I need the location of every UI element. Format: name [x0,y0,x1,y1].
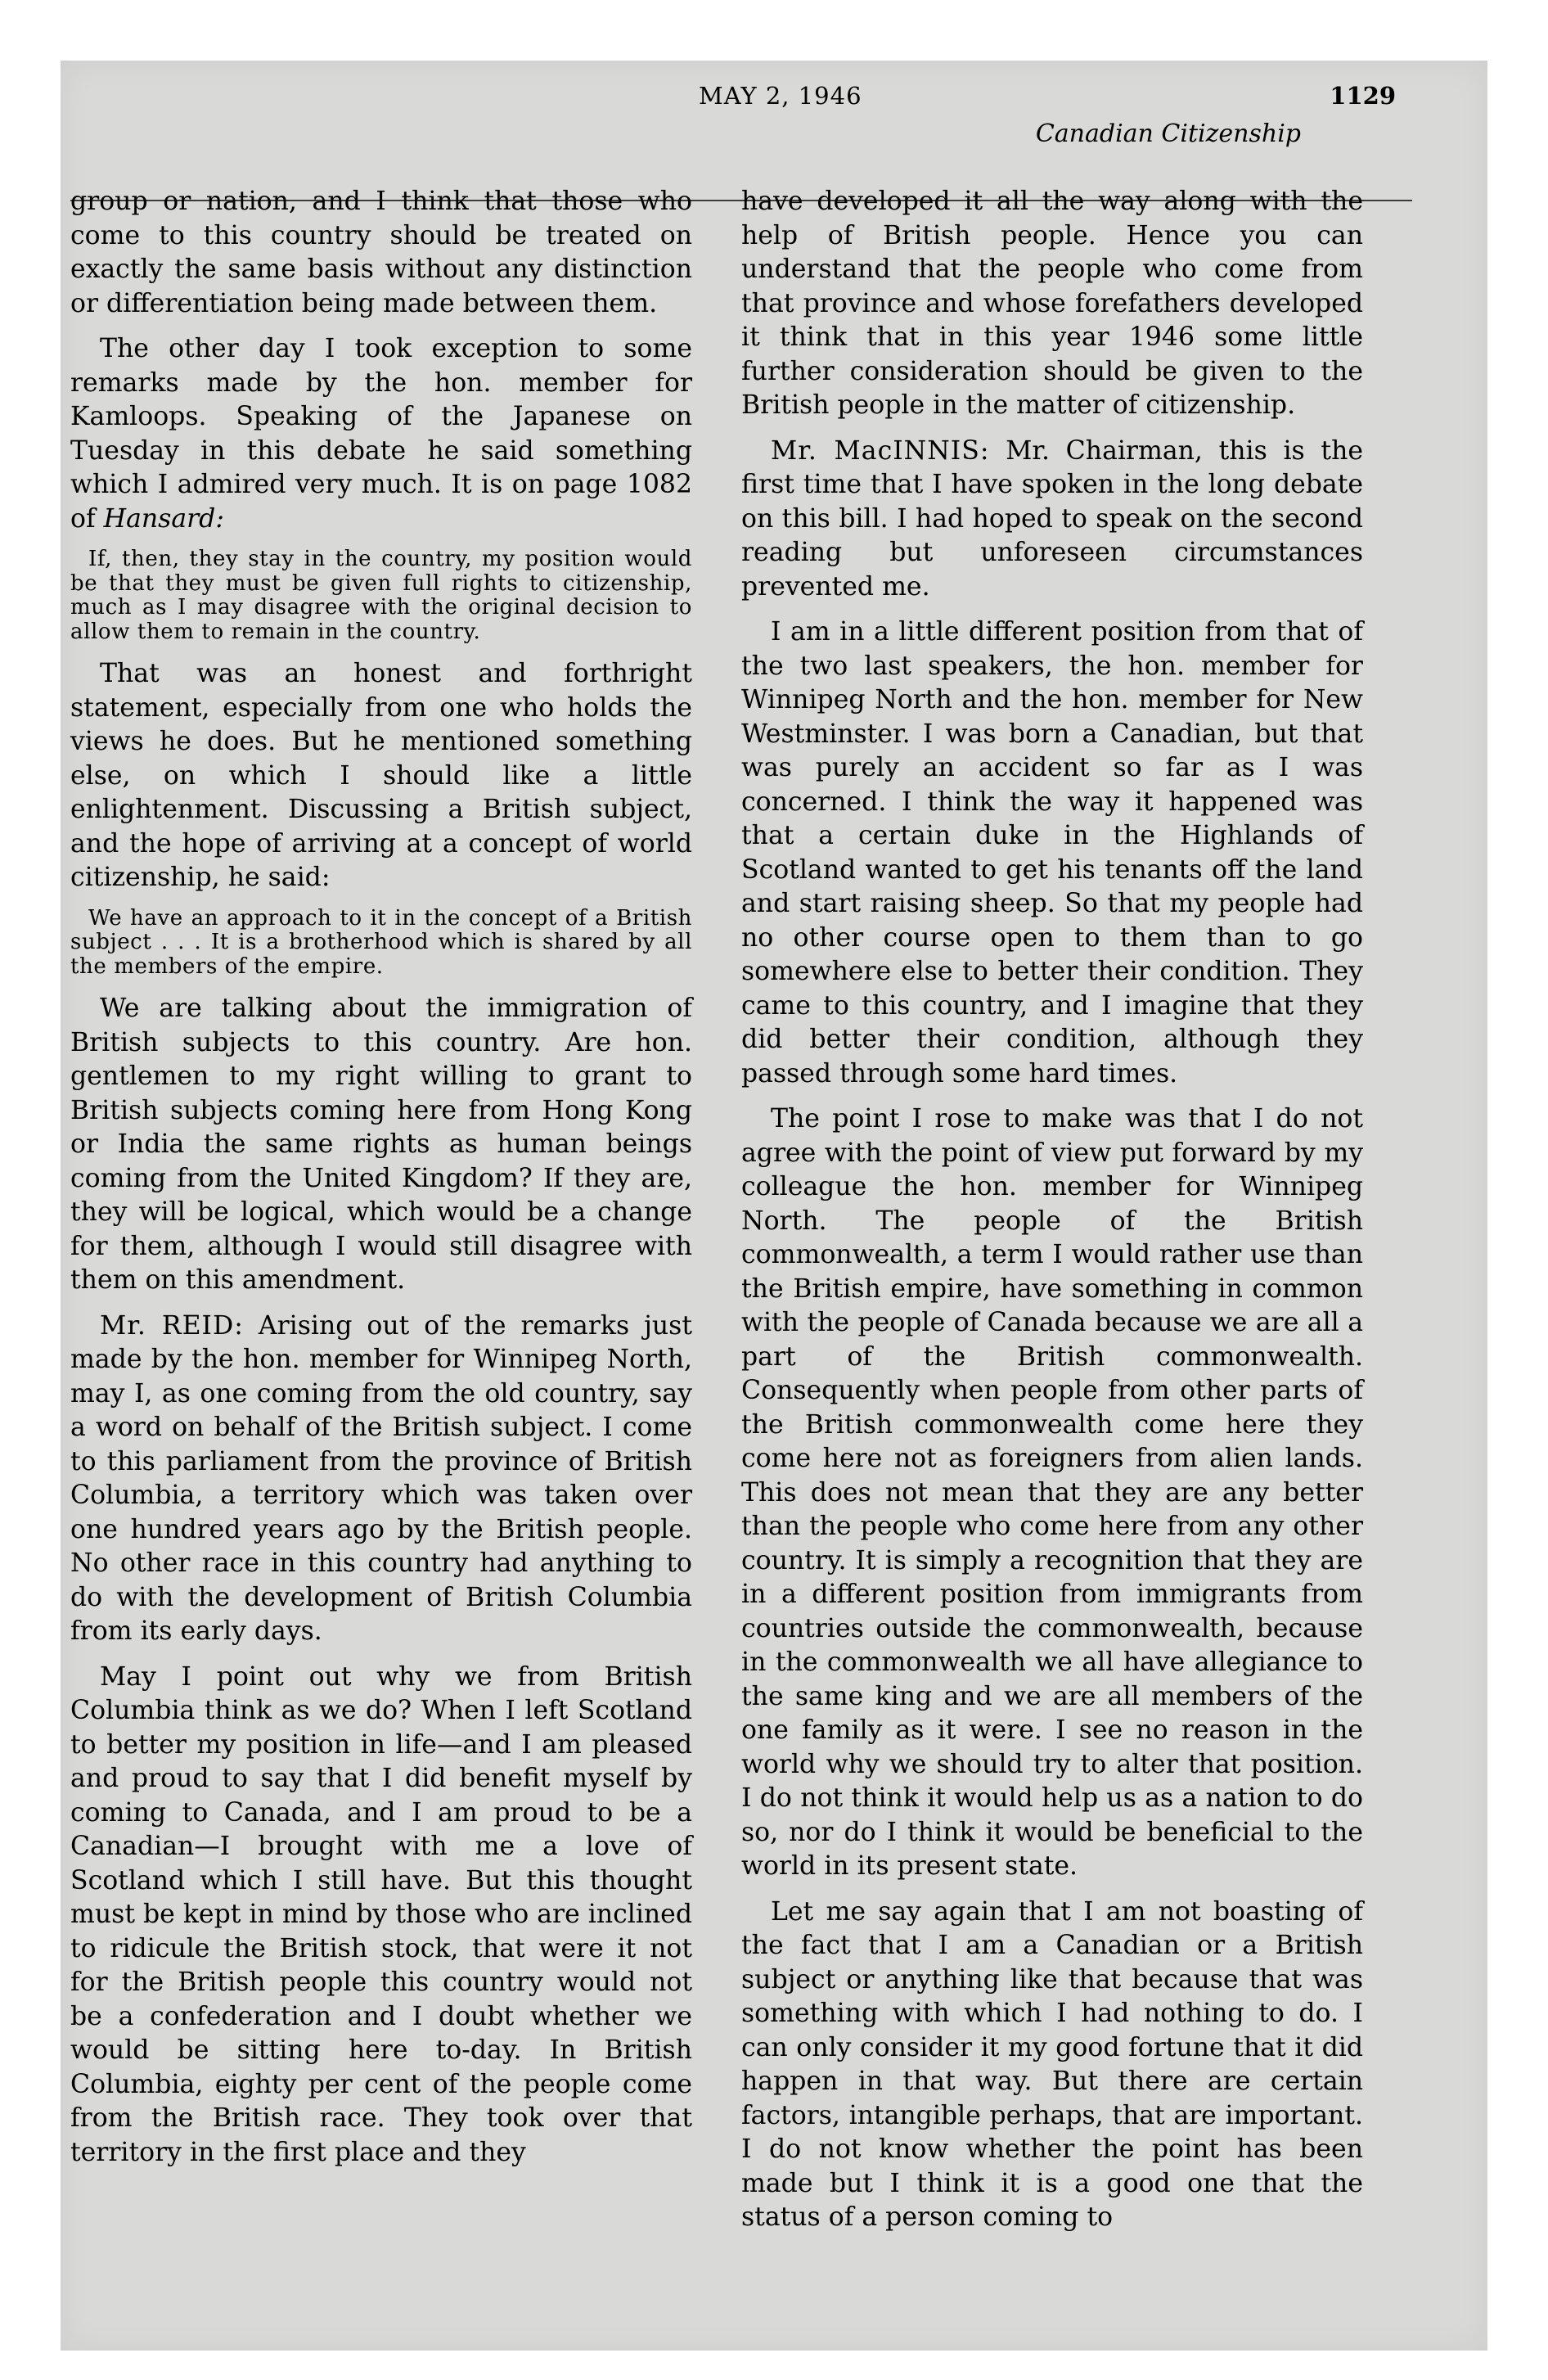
block-quote: We have an approach to it in the concept of a British subject . . . It is a brotherhood which is shared by all the members of the empire. [70,905,692,979]
left-column [70,185,692,2181]
hansard-reference: Hansard: [103,503,224,534]
paragraph [741,435,1363,605]
paragraph: The point I rose to make was that I do not agree with the point of view put forward by my colleague the hon. member for Winnipeg North. The people of the British commonwealth, a term I would rather use than the British empire, have something in common with the people of Canada because we are all a part of the British commonwealth. Consequently when people from other parts of the British commonwealth come here they come here not as foreigners from alien lands. This does not mean that they are any better than the people who come here from any other country. It is simply a recognition that they are in a different position from immigrants from countries outside the commonwealth, because in the commonwealth we all have allegiance to the same king and we are all members of the one family as it were. I see no reason in the world why we should try to alter that position. I do not think it would help us as a nation to do so, nor do I think it would be beneficial to the world in its present state. [741,1104,1363,1881]
paragraph: That was an honest and forthright statement, especially from one who holds the views he does. But he mentioned something else, on which I should like a little enlightenment. Discussing a British subject, and the hope of arriving at a concept of world citizenship, he said: [70,659,692,892]
paragraph-text: The other day I took exception to some remarks made by the hon. member for Kamloops. Speaking of the Japanese on Tuesday in this debate he said something which I admired very much. It is on page 1082 of [70,334,692,534]
paragraph: May I point out why we from British Columbia think as we do? When I left Scotland to better my position in life—and I am pleased and proud to say that I did benefit myself by coming to Canada, and I am proud to be a Canadian—I brought with me a love of Scotland which I still have. But this thought must be kept in mind by those who are inclined to ridicule the British stock, that were it not for the British people this country would not be a confederation and I doubt whether we would be sitting here to-day. In British Columbia, eighty per cent of the people come from the British race. They took over that territory in the first place and they [70,1661,692,2167]
paragraph-text: Arising out of the remarks just made by the hon. member for Winnipeg North, may I, as one coming from the old country, say a word on behalf of the British subject. I come to this parliament from the province of British Columbia, a territory which was taken over one hundred years ago by the British people. No other race in this country had anything to do with the development of British Columbia from its early days. [70,1310,692,1646]
paragraph-text: Mr. Chairman, this is the first time that I have spoken in the long debate on this bill. I had hoped to speak on the second reading but unforeseen circumstances prevented me. [741,435,1363,602]
paragraph [70,1309,692,1649]
paragraph: Let me say again that I am not boasting of the fact that I am a Canadian or a British subject or anything like that because that was something with which I had nothing to do. I can only consider it my good fortune that it did happen in that way. But there are certain factors, intangible perhaps, that are important. I do not know whether the point has been made but I think it is a good one that the status of a person coming to [741,1896,1363,2232]
speaker-name: Mr. MacINNIS: [771,435,990,466]
block-quote: If, then, they stay in the country, my position would be that they must be given full rights to citizenship, much as I may disagree with the original decision to allow them to remain in the country. [70,547,692,644]
paragraph: group or nation, and I think that those who come to this country should be treated on exactly the same basis without any distinction or differentiation being made between them. [70,187,692,318]
page-header [70,75,1412,174]
paragraph: We are talking about the immigration of British subjects to this country. Are hon. gentlemen to my right willing to grant to British subjects coming here from Hong Kong or India the same rights as human beings coming from the United Kingdom? If they are, they will be logical, which would be a change for them, although I would still disagree with them on this amendment. [70,994,692,1295]
right-column [741,185,1363,2247]
paragraph: I am in a little different position from that of the two last speakers, the hon. member for Winnipeg North and the hon. member for New Westminster. I was born a Canadian, but that was purely an accident so far as I was concerned. I think the way it happened was that a certain duke in the Highlands of Scotland wanted to get his tenants off the land and start raising sheep. So that my people had no other course open to them than to go somewhere else to better their condition. They came to this country, and I imagine that they did better their condition, although they passed through some hard times. [741,617,1363,1089]
section-title: Canadian Citizenship [1035,119,1301,148]
paragraph [70,332,692,536]
speaker-name: Mr. REID: [100,1310,244,1341]
paragraph: have developed it all the way along with the help of British people. Hence you can understand that the people who come from that province and whose forefathers developed it think that in this year 1946 some little further consideration should be given to the British people in the matter of citizenship. [741,187,1363,420]
header-date: MAY 2, 1946 [699,82,862,110]
page-number: 1129 [1330,82,1396,110]
